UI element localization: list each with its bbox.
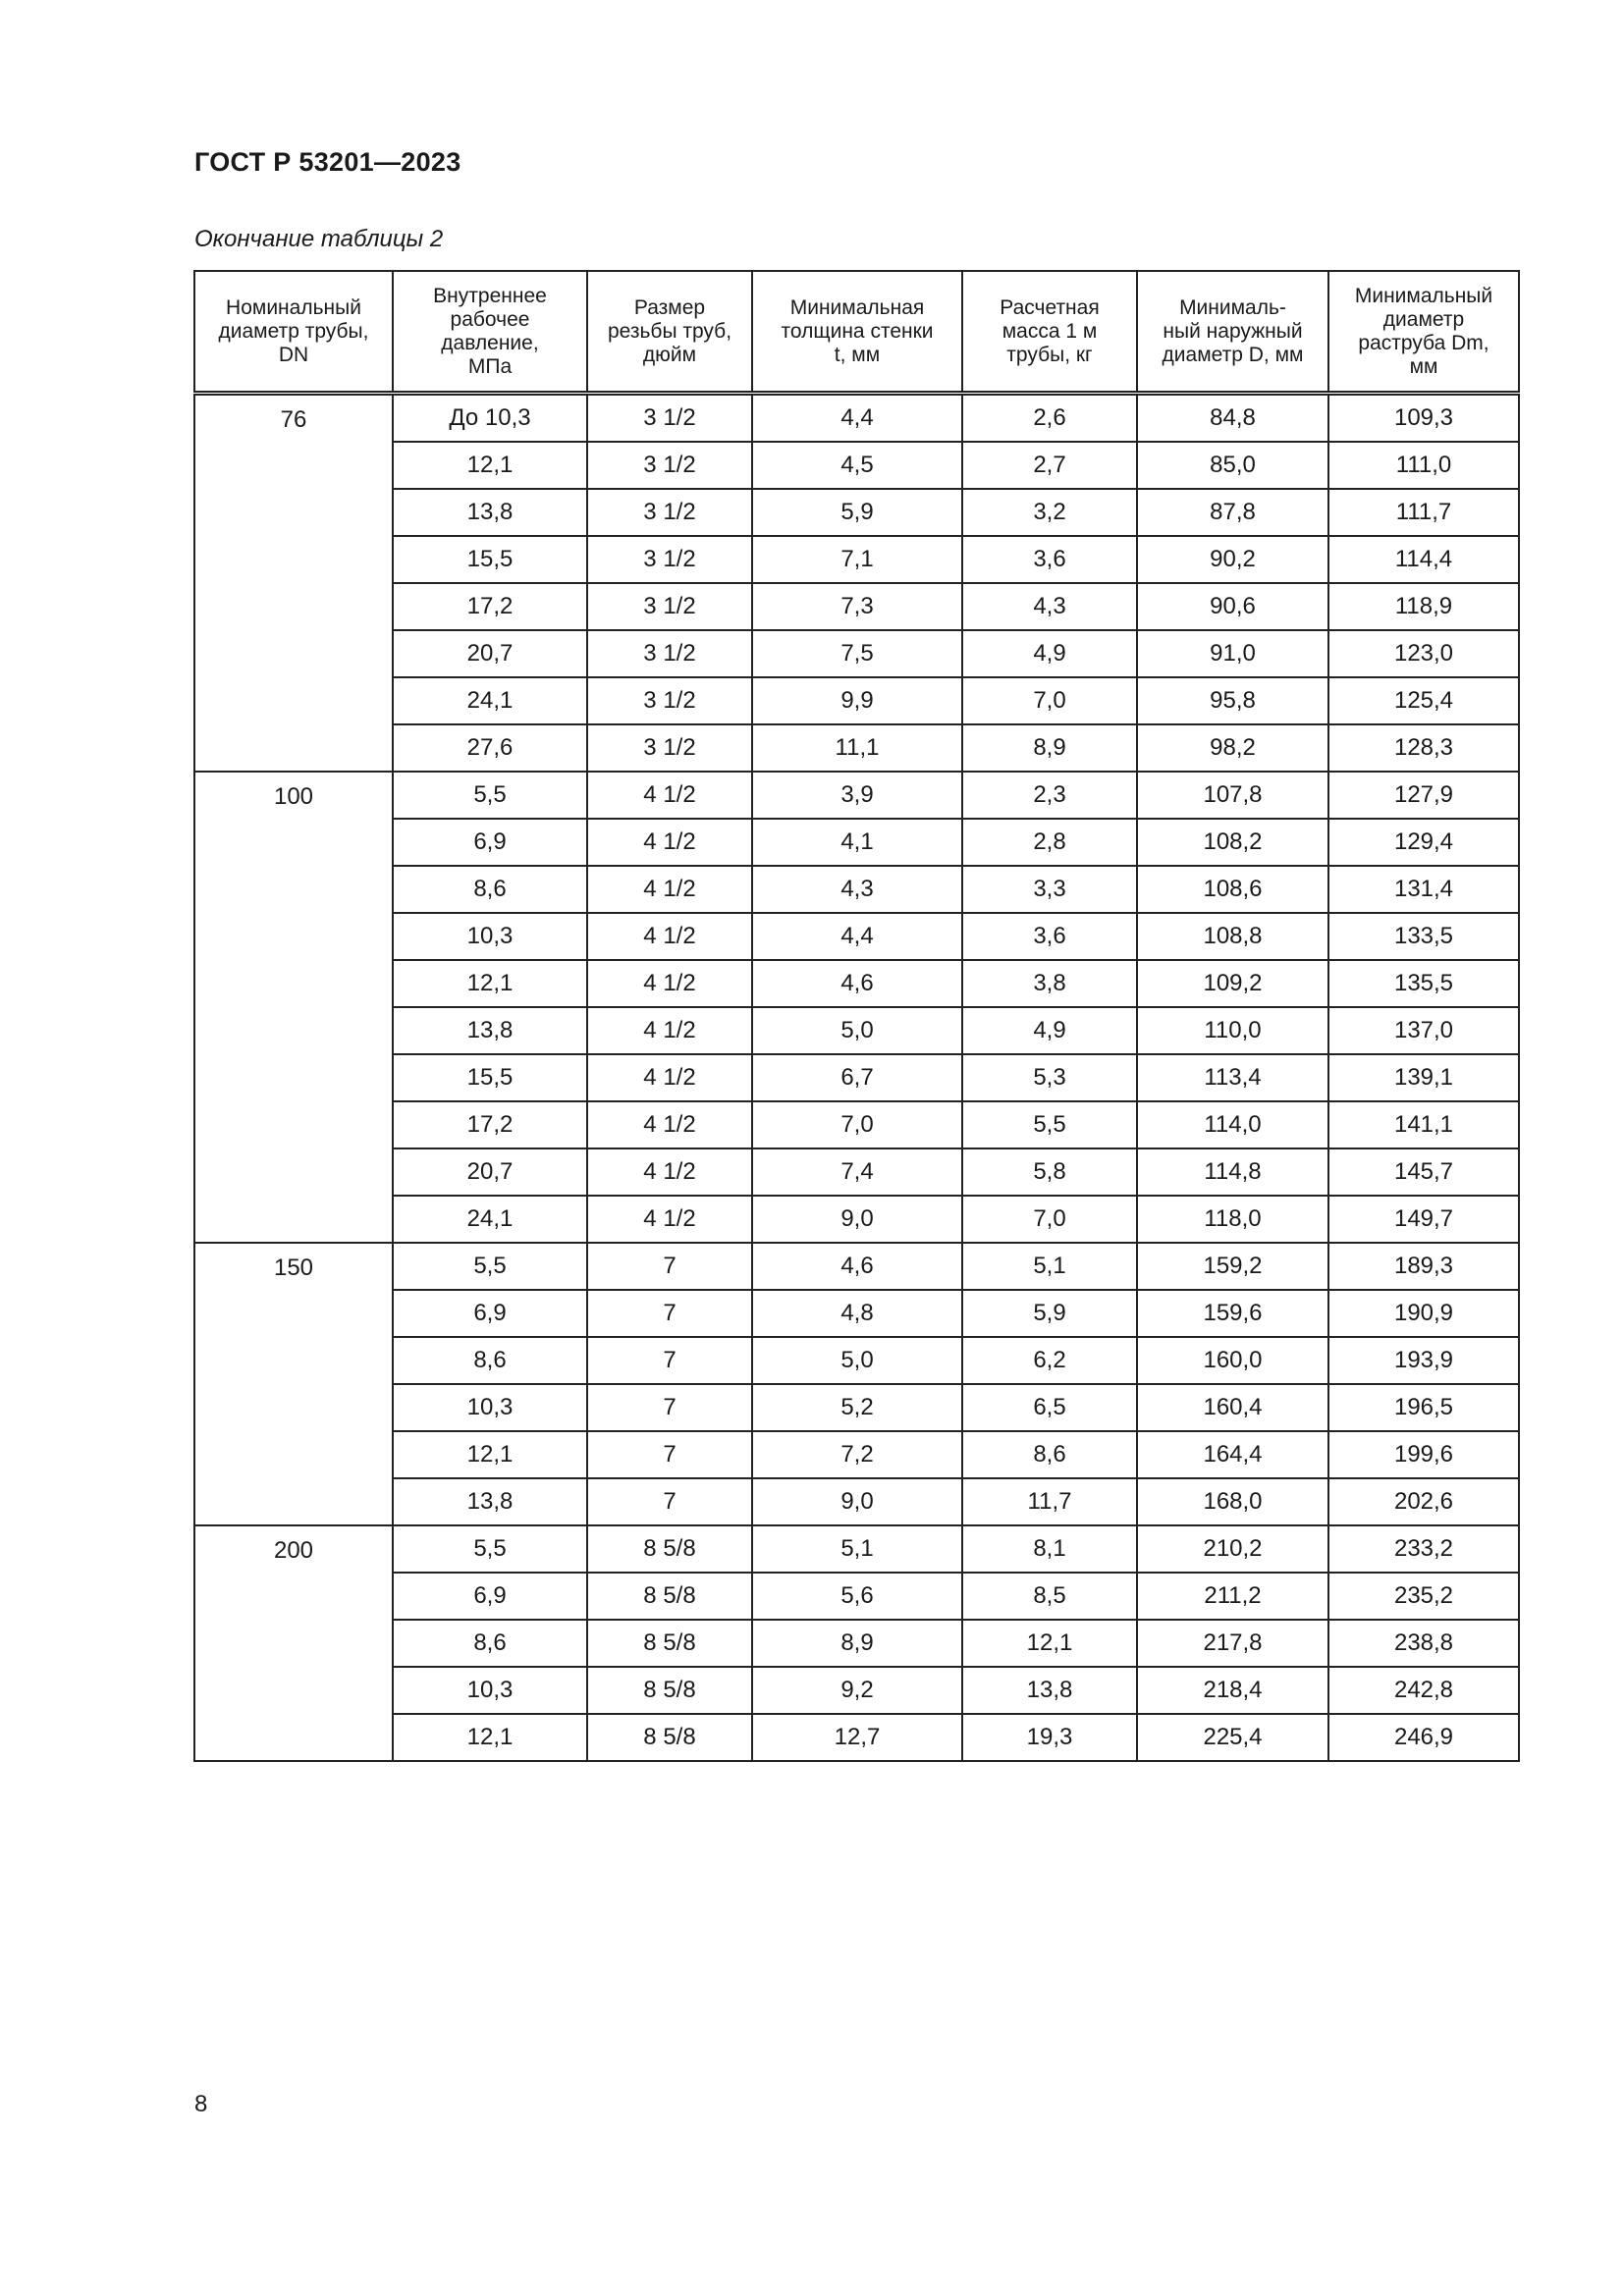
table-cell: 4 1/2 <box>587 1101 752 1148</box>
table-cell: 145,7 <box>1328 1148 1519 1196</box>
table-cell: 114,4 <box>1328 536 1519 583</box>
table-cell: 8 5/8 <box>587 1667 752 1714</box>
column-header-line: МПа <box>467 354 513 378</box>
table-cell: 149,7 <box>1328 1196 1519 1243</box>
table-cell: 4 1/2 <box>587 1148 752 1196</box>
table-cell: 15,5 <box>393 1054 587 1101</box>
table-cell: 114,8 <box>1137 1148 1328 1196</box>
table-row <box>194 1196 1519 1243</box>
table-cell: 4,4 <box>752 394 962 443</box>
table-cell: 128,3 <box>1328 724 1519 772</box>
table-cell: 6,5 <box>962 1384 1137 1431</box>
table-row <box>194 630 1519 677</box>
table-cell: 8 5/8 <box>587 1573 752 1620</box>
table-cell: 24,1 <box>393 1196 587 1243</box>
table-cell: 15,5 <box>393 536 587 583</box>
table-cell: 95,8 <box>1137 677 1328 724</box>
table-cell: 3,6 <box>962 536 1137 583</box>
table-cell: 202,6 <box>1328 1478 1519 1525</box>
column-header-line: масса 1 м <box>1001 319 1098 343</box>
table-cell: 12,1 <box>393 1431 587 1478</box>
table-cell: 3 1/2 <box>587 536 752 583</box>
table-cell: 90,2 <box>1137 536 1328 583</box>
table-row <box>194 442 1519 489</box>
document-header: ГОСТ Р 53201—2023 <box>194 147 461 177</box>
table-row <box>194 1620 1519 1667</box>
table-cell: 8,9 <box>752 1620 962 1667</box>
table-cell: 225,4 <box>1137 1714 1328 1761</box>
table-cell: 10,3 <box>393 1667 587 1714</box>
table-cell: 135,5 <box>1328 960 1519 1007</box>
table-cell: 12,7 <box>752 1714 962 1761</box>
table-cell: 10,3 <box>393 1384 587 1431</box>
table-cell: 90,6 <box>1137 583 1328 630</box>
table-header <box>194 271 1519 394</box>
table-cell: 238,8 <box>1328 1620 1519 1667</box>
nominal-diameter-cell: 76 <box>194 394 393 773</box>
table-cell: 12,1 <box>393 442 587 489</box>
table-cell: 108,2 <box>1137 819 1328 866</box>
table-cell: 111,7 <box>1328 489 1519 536</box>
table-cell: 91,0 <box>1137 630 1328 677</box>
column-header-line: рабочее <box>450 307 530 331</box>
table-cell: 10,3 <box>393 913 587 960</box>
table-cell: 4,9 <box>962 1007 1137 1054</box>
table-cell: 199,6 <box>1328 1431 1519 1478</box>
table-cell: 7,4 <box>752 1148 962 1196</box>
table-cell: 6,9 <box>393 1573 587 1620</box>
table-cell: 133,5 <box>1328 913 1519 960</box>
table-cell: 4,9 <box>962 630 1137 677</box>
table-cell: 139,1 <box>1328 1054 1519 1101</box>
table-cell: 196,5 <box>1328 1384 1519 1431</box>
table-cell: 24,1 <box>393 677 587 724</box>
table-cell: 123,0 <box>1328 630 1519 677</box>
table-cell: 4 1/2 <box>587 1054 752 1101</box>
table-cell: 13,8 <box>962 1667 1137 1714</box>
table-cell: 9,9 <box>752 677 962 724</box>
column-header-line: давление, <box>441 331 539 354</box>
table-row <box>194 1337 1519 1384</box>
table-cell: 233,2 <box>1328 1525 1519 1573</box>
table-row <box>194 1573 1519 1620</box>
table-cell: 5,2 <box>752 1384 962 1431</box>
table-cell: 118,9 <box>1328 583 1519 630</box>
table-row <box>194 1384 1519 1431</box>
table-cell: 13,8 <box>393 1478 587 1525</box>
table-cell: 8 5/8 <box>587 1714 752 1761</box>
table-cell: 8,6 <box>962 1431 1137 1478</box>
table-cell: 3,6 <box>962 913 1137 960</box>
table-cell: 2,8 <box>962 819 1137 866</box>
table-cell: 8,6 <box>393 866 587 913</box>
table-cell: 27,6 <box>393 724 587 772</box>
table-cell: До 10,3 <box>393 394 587 443</box>
table-cell: 2,3 <box>962 772 1137 819</box>
table-cell: 17,2 <box>393 1101 587 1148</box>
table-cell: 4 1/2 <box>587 866 752 913</box>
table-row <box>194 394 1519 443</box>
table-cell: 193,9 <box>1328 1337 1519 1384</box>
column-header-line: раструба Dm, <box>1358 331 1489 354</box>
table-row <box>194 1148 1519 1196</box>
table-cell: 9,2 <box>752 1667 962 1714</box>
table-cell: 8,5 <box>962 1573 1137 1620</box>
table-cell: 109,3 <box>1328 394 1519 443</box>
table-cell: 87,8 <box>1137 489 1328 536</box>
table-cell: 98,2 <box>1137 724 1328 772</box>
table-cell: 108,8 <box>1137 913 1328 960</box>
table-cell: 20,7 <box>393 1148 587 1196</box>
column-header-line: Номинальный <box>226 295 361 319</box>
table-cell: 4,3 <box>962 583 1137 630</box>
table-cell: 4,6 <box>752 1243 962 1290</box>
table-cell: 5,5 <box>393 1525 587 1573</box>
table-row <box>194 1431 1519 1478</box>
table-cell: 3 1/2 <box>587 630 752 677</box>
table-cell: 5,1 <box>962 1243 1137 1290</box>
table-cell: 108,6 <box>1137 866 1328 913</box>
table-cell: 160,0 <box>1137 1337 1328 1384</box>
table-cell: 4 1/2 <box>587 819 752 866</box>
table-cell: 5,6 <box>752 1573 962 1620</box>
table-cell: 85,0 <box>1137 442 1328 489</box>
table-cell: 4,5 <box>752 442 962 489</box>
column-header-line: трубы, кг <box>1006 343 1093 366</box>
column-header-line: Минимальный <box>1354 284 1493 307</box>
table-cell: 4 1/2 <box>587 772 752 819</box>
table-cell: 217,8 <box>1137 1620 1328 1667</box>
column-header <box>393 271 587 394</box>
table-cell: 4,6 <box>752 960 962 1007</box>
page-number: 8 <box>194 2091 208 2117</box>
table-body <box>194 394 1519 1762</box>
table-cell: 7,2 <box>752 1431 962 1478</box>
table-cell: 160,4 <box>1137 1384 1328 1431</box>
table-cell: 127,9 <box>1328 772 1519 819</box>
table-cell: 7 <box>587 1431 752 1478</box>
table-cell: 118,0 <box>1137 1196 1328 1243</box>
nominal-diameter-cell: 150 <box>194 1243 393 1525</box>
table-cell: 4,3 <box>752 866 962 913</box>
table-cell: 107,8 <box>1137 772 1328 819</box>
table-cell: 12,1 <box>393 960 587 1007</box>
table-cell: 5,9 <box>962 1290 1137 1337</box>
table-cell: 4 1/2 <box>587 913 752 960</box>
header-row <box>194 271 1519 394</box>
table-cell: 8 5/8 <box>587 1525 752 1573</box>
column-header-line: DN <box>278 343 309 366</box>
table-row <box>194 866 1519 913</box>
table-cell: 7,1 <box>752 536 962 583</box>
table-cell: 4,8 <box>752 1290 962 1337</box>
column-header-line: диаметр трубы, <box>218 319 369 343</box>
table-cell: 12,1 <box>962 1620 1137 1667</box>
table-row <box>194 913 1519 960</box>
table-cell: 111,0 <box>1328 442 1519 489</box>
table-cell: 7,0 <box>962 1196 1137 1243</box>
table-row <box>194 1714 1519 1761</box>
table-cell: 4 1/2 <box>587 960 752 1007</box>
table-cell: 8,9 <box>962 724 1137 772</box>
nominal-diameter-cell: 100 <box>194 772 393 1243</box>
table-cell: 6,7 <box>752 1054 962 1101</box>
table-cell: 19,3 <box>962 1714 1137 1761</box>
table-cell: 125,4 <box>1328 677 1519 724</box>
table-cell: 8,6 <box>393 1337 587 1384</box>
table-cell: 17,2 <box>393 583 587 630</box>
column-header-line: Минималь- <box>1179 295 1286 319</box>
table-row <box>194 1054 1519 1101</box>
table-caption: Окончание таблицы 2 <box>194 226 444 252</box>
table-row <box>194 1101 1519 1148</box>
table-cell: 8 5/8 <box>587 1620 752 1667</box>
table-cell: 137,0 <box>1328 1007 1519 1054</box>
table-row <box>194 583 1519 630</box>
table-cell: 4 1/2 <box>587 1007 752 1054</box>
data-table <box>193 270 1520 1762</box>
table-cell: 4,1 <box>752 819 962 866</box>
table-cell: 7,3 <box>752 583 962 630</box>
nominal-diameter-cell: 200 <box>194 1525 393 1761</box>
table-cell: 7,0 <box>962 677 1137 724</box>
table-row <box>194 772 1519 819</box>
table-cell: 242,8 <box>1328 1667 1519 1714</box>
table-cell: 6,2 <box>962 1337 1137 1384</box>
table-cell: 235,2 <box>1328 1573 1519 1620</box>
table-cell: 164,4 <box>1137 1431 1328 1478</box>
column-header <box>194 271 393 394</box>
table-row <box>194 1243 1519 1290</box>
table-cell: 5,0 <box>752 1337 962 1384</box>
table-cell: 4,4 <box>752 913 962 960</box>
table-cell: 159,2 <box>1137 1243 1328 1290</box>
table-cell: 5,3 <box>962 1054 1137 1101</box>
table-cell: 114,0 <box>1137 1101 1328 1148</box>
column-header-line: Минимальная <box>789 295 925 319</box>
table-cell: 7 <box>587 1290 752 1337</box>
table-row <box>194 677 1519 724</box>
table-cell: 131,4 <box>1328 866 1519 913</box>
table-cell: 9,0 <box>752 1478 962 1525</box>
table-cell: 190,9 <box>1328 1290 1519 1337</box>
table-cell: 3 1/2 <box>587 583 752 630</box>
table-cell: 5,5 <box>962 1101 1137 1148</box>
column-header-line: Внутреннее <box>433 284 547 307</box>
table-cell: 7,5 <box>752 630 962 677</box>
column-header-line: дюйм <box>642 343 697 366</box>
table-cell: 109,2 <box>1137 960 1328 1007</box>
table-cell: 5,5 <box>393 772 587 819</box>
table-cell: 8,6 <box>393 1620 587 1667</box>
table-cell: 3 1/2 <box>587 394 752 443</box>
table-cell: 5,8 <box>962 1148 1137 1196</box>
table-cell: 129,4 <box>1328 819 1519 866</box>
table-cell: 5,5 <box>393 1243 587 1290</box>
table-cell: 20,7 <box>393 630 587 677</box>
table-cell: 7 <box>587 1384 752 1431</box>
table-cell: 159,6 <box>1137 1290 1328 1337</box>
table-cell: 168,0 <box>1137 1478 1328 1525</box>
table-cell: 5,0 <box>752 1007 962 1054</box>
column-header-line: Расчетная <box>1000 295 1100 319</box>
table-cell: 8,1 <box>962 1525 1137 1573</box>
table-cell: 211,2 <box>1137 1573 1328 1620</box>
column-header <box>962 271 1137 394</box>
table-cell: 246,9 <box>1328 1714 1519 1761</box>
table-cell: 218,4 <box>1137 1667 1328 1714</box>
table-row <box>194 1290 1519 1337</box>
table-cell: 4 1/2 <box>587 1196 752 1243</box>
table-cell: 3 1/2 <box>587 724 752 772</box>
column-header <box>1137 271 1328 394</box>
table-cell: 6,9 <box>393 1290 587 1337</box>
table-cell: 3 1/2 <box>587 489 752 536</box>
column-header-line: диаметр <box>1382 307 1465 331</box>
column-header-line: резьбы труб, <box>607 319 732 343</box>
table-row <box>194 489 1519 536</box>
table-cell: 2,6 <box>962 394 1137 443</box>
column-header-line: мм <box>1409 354 1438 378</box>
table-row <box>194 1525 1519 1573</box>
table-cell: 3,9 <box>752 772 962 819</box>
table-cell: 2,7 <box>962 442 1137 489</box>
table-cell: 113,4 <box>1137 1054 1328 1101</box>
table-cell: 189,3 <box>1328 1243 1519 1290</box>
table-cell: 84,8 <box>1137 394 1328 443</box>
table-cell: 7 <box>587 1243 752 1290</box>
table-row <box>194 536 1519 583</box>
column-header-line: Размер <box>633 295 706 319</box>
table-cell: 9,0 <box>752 1196 962 1243</box>
column-header-line: ный наружный <box>1163 319 1303 343</box>
table-cell: 12,1 <box>393 1714 587 1761</box>
table-cell: 141,1 <box>1328 1101 1519 1148</box>
column-header-line: диаметр D, мм <box>1162 343 1304 366</box>
table-cell: 11,1 <box>752 724 962 772</box>
table-row <box>194 960 1519 1007</box>
table-cell: 7 <box>587 1337 752 1384</box>
table-cell: 3,2 <box>962 489 1137 536</box>
table-cell: 3,3 <box>962 866 1137 913</box>
table-cell: 3,8 <box>962 960 1137 1007</box>
table-cell: 110,0 <box>1137 1007 1328 1054</box>
table-cell: 210,2 <box>1137 1525 1328 1573</box>
column-header <box>1328 271 1519 394</box>
table-cell: 13,8 <box>393 1007 587 1054</box>
column-header-line: t, мм <box>834 343 881 366</box>
table-cell: 3 1/2 <box>587 442 752 489</box>
column-header <box>587 271 752 394</box>
table-row <box>194 724 1519 772</box>
table-cell: 13,8 <box>393 489 587 536</box>
table-cell: 3 1/2 <box>587 677 752 724</box>
table-cell: 5,1 <box>752 1525 962 1573</box>
table-cell: 7,0 <box>752 1101 962 1148</box>
table-cell: 7 <box>587 1478 752 1525</box>
table-row <box>194 1007 1519 1054</box>
column-header <box>752 271 962 394</box>
table-cell: 5,9 <box>752 489 962 536</box>
table-row <box>194 819 1519 866</box>
table-cell: 6,9 <box>393 819 587 866</box>
table-row <box>194 1478 1519 1525</box>
table-row <box>194 1667 1519 1714</box>
column-header-line: толщина стенки <box>781 319 934 343</box>
table-cell: 11,7 <box>962 1478 1137 1525</box>
